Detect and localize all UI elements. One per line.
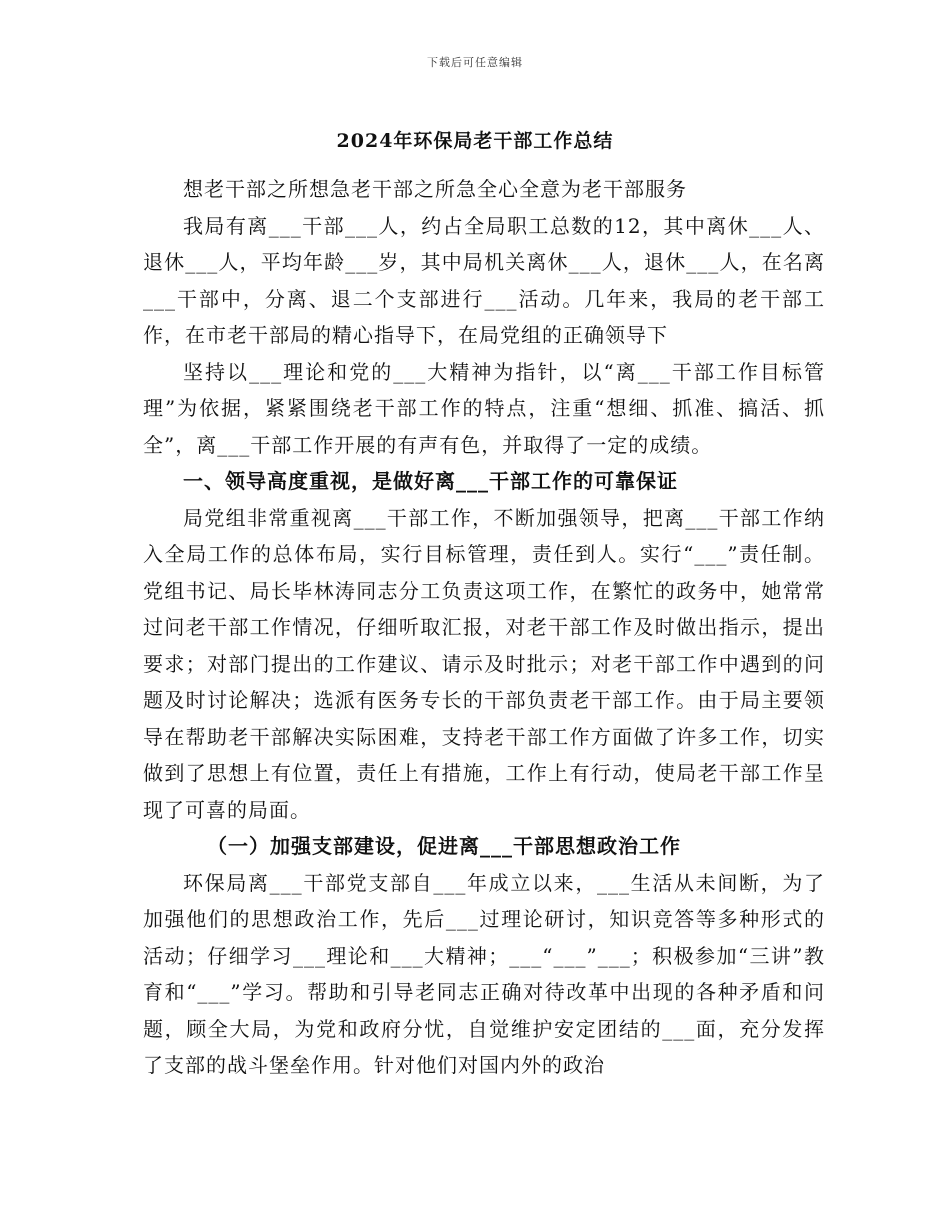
document-body [143, 171, 825, 1084]
page-header-note: 下载后可任意编辑 [427, 56, 523, 69]
paragraph-leadership: 局党组非常重视离___干部工作，不断加强领导，把离___干部工作纳入全局工作的总体布局，实行目标管理，责任到人。实行“___”责任制。党组书记、局长毕林涛同志分工负责这项工作，在繁忙的政务中，她常常过问老干部工作情况，仔细听取汇报，对老干部工作及时做出指示，提出要求；对部门提出的工作建议、请示及时批示；对老干部工作中遇到的问题及时讨论解决；选派有医务专长的干部负责老干部工作。由于局主要领导在帮助老干部解决实际困难，支持老干部工作方面做了许多工作，切实做到了思想上有位置，责任上有措施，工作上有行动，使局老干部工作呈现了可喜的局面。 [143, 505, 825, 822]
paragraph-guiding-principle: 坚持以___理论和党的___大精神为指针，以“离___干部工作目标管理”为依据，紧紧围绕老干部工作的特点，注重“想细、抓准、搞活、抓全”，离___干部工作开展的有声有色，并取得了一定的成绩。 [143, 359, 825, 457]
paragraph-subtitle: 想老干部之所想急老干部之所急全心全意为老干部服务 [183, 177, 687, 201]
paragraph-branch-building: 环保局离___干部党支部自___年成立以来，___生活从未间断，为了加强他们的思想政治工作，先后___过理论研讨，知识竞答等多种形式的活动；仔细学习___理论和___大精神；___“___”___；积极参加“三讲”教育和“___”学习。帮助和引导老同志正确对待改革中出现的各种矛盾和问题，顾全大局，为党和政府分忧，自觉维护安定团结的___面，充分发挥了支部的战斗堡垒作用。针对他们对国内外的政治 [143, 870, 825, 1077]
paragraph-overview: 我局有离___干部___人，约占全局职工总数的12，其中离休___人、退休___人，平均年龄___岁，其中局机关离休___人，退休___人，在名离___干部中，分离、退二个支部进行___活动。几年来，我局的老干部工作，在市老干部局的精心指导下，在局党组的正确领导下 [143, 213, 825, 347]
subsection-heading-1: （一）加强支部建设，促进离___干部思想政治工作 [207, 834, 681, 858]
document-title: 2024年环保局老干部工作总结 [336, 130, 614, 152]
section-heading-1: 一、领导高度重视，是做好离___干部工作的可靠保证 [183, 469, 678, 493]
